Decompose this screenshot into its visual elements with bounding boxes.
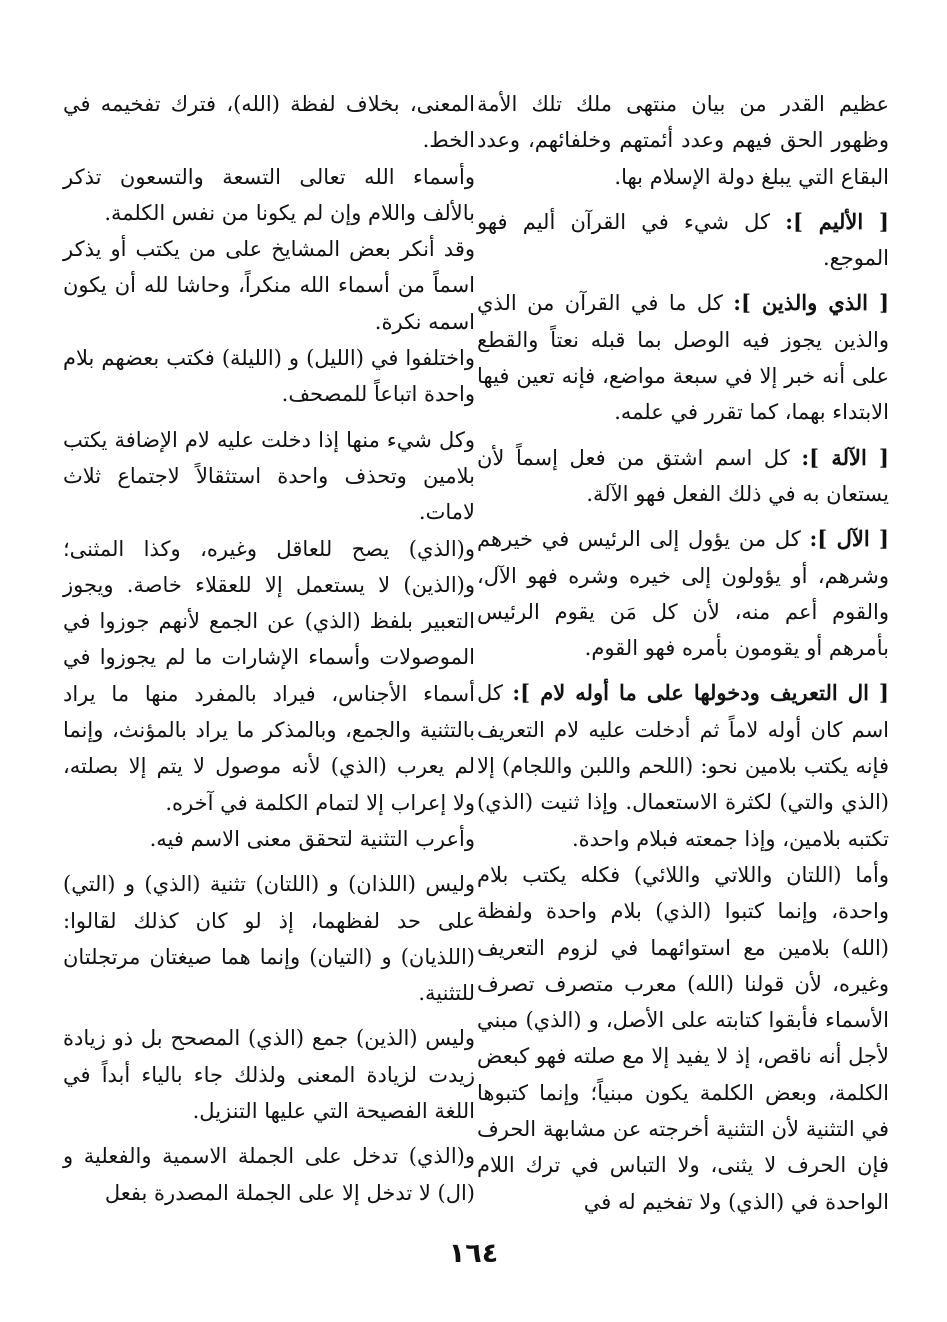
page-number: ١٦٤ [448,1238,499,1269]
paragraph-1 [477,86,889,195]
paragraph: و(الذي) تدخل على الجملة الاسمية والفعلية و (ال) لا تدخل إلا على الجملة المصدرة بفعل [63,1144,475,1205]
paragraph: المعنى، بخلاف لفظة (الله)، فترك تفخيمه في الخط. [63,92,475,153]
entry-term: [ ال التعريف ودخولها على ما أوله لام ]: [512,680,889,706]
entry-al [477,521,889,666]
entry-term: [ الآل ]: [809,526,889,552]
left-column [63,86,475,1220]
paragraph: وليس (الذين) جمع (الذي) المصحح بل ذو زيادة زيدت لزيادة المعنى ولذلك جاء بالياء أبداً في اللغة الفصيحة التي عليها التنزيل. [63,1026,475,1124]
paragraph: و(الذي) يصح للعاقل وغيره، وكذا المثنى؛ و(الذين) لا يستعمل إلا للعقلاء خاصة. ويجوز التعبير بلفظ (الذي) عن الجمع لأنهم جوزوا في الموصولات وأسماء الإشارات ما لم يجوزوا في أسماء الأجناس، فيراد بالمفرد منها ما يراد بالتثنية والجمع، وبالمذكر ما يراد بالمؤنث، وإنما لم يعرب (الذي) لأنه موصول لا يتم إلا بصلته، ولا إعراب إلا لتمام الكلمة في آخره. [63,536,475,815]
right-column [477,86,889,1229]
paragraph: وكل شيء منها إذا دخلت عليه لام الإضافة يكتب بلامين وتحذف واحدة استثقالاً لاجتماع ثلاث لامات. [63,427,475,525]
entry-alim [477,204,889,277]
entry-term: [ الآلة ]: [801,444,889,470]
entry-alladhi [477,285,889,430]
entry-text: وأما (اللتان واللاتي واللائي) فكله يكتب بلام واحدة، وإنما كتبوا (الذي) بلام واحدة ولفظة (الله) بلامين مع استوائهما في لزوم التعريف وغيره، لأن قولنا (الله) معرب متصرف تصرف الأسماء فأبقوا كتابته على الأصل، و (الذي) مبني لأجل أنه ناقص، إذ لا يفيد إلا مع صلته فهو كبعض الكلمة، وبعض الكلمة يكون مبنياً؛ وإنما كتبوها في التثنية لأن التثنية أخرجته عن مشابهة الحرف فإن الحرف لا يثنى، ولا التباس في ترك اللام الواحدة في (الذي) ولا تفخيم له في [477,862,889,1214]
entry-text: كل اسم كان أوله لاماً ثم أدخلت عليه لام التعريف فإنه يكتب بلامين نحو: (اللحم واللبن واللجام) إلا (الذي والتي) لكثرة الاستعمال. وإذا ثنيت (الذي) تكتبه بلامين، وإذا جمعته فبلام واحدة. [477,681,889,851]
paragraph-continuation [477,857,889,1220]
entry-text: كل شيء في القرآن أليم فهو الموجع. [477,209,889,271]
paragraph: واختلفوا في (الليل) و (الليلة) فكتب بعضهم بلام واحدة اتباعاً للمصحف. [63,346,475,407]
entry-al-tarif [477,675,889,856]
paragraph: وأسماء الله تعالى التسعة والتسعون تذكر بالألف واللام وإن لم يكونا من نفس الكلمة. [63,164,475,225]
paragraph: وليس (اللذان) و (اللتان) تثنية (الذي) و (التي) على حد لفظهما، إذ لو كان كذلك لقالوا: (اللذيان) و (التيان) وإنما هما صيغتان مرتجلتان للتثنية. [63,872,475,1006]
entry-term: [ الذي والذين ]: [733,290,890,316]
entry-text: كل من يؤول إلى الرئيس في خيرهم وشرهم، أو يؤولون إلى خيره وشره فهو الآل، والقوم أعم منه، لأن كل مَن يقوم الرئيس بأمرهم أو يقومون بأمره فهو القوم. [477,527,889,661]
paragraph: وأعرب التثنية لتحقق معنى الاسم فيه. [149,826,475,851]
entry-text: كل اسم اشتق من فعل إسماً لأن يستعان به في ذلك الفعل فهو الآلة. [477,445,889,506]
entry-alah [477,440,889,513]
entry-term: [ الأليم ]: [785,208,889,234]
entry-text: كل ما في القرآن من الذي والذين يجوز فيه الوصل بما قبله نعتاً والقطع على أنه خبر إلا في سبعة مواضع، فإنه تعين فيها الابتداء بهما، كما تقرر في علمه. [477,291,889,425]
entry-text: عظيم القدر من بيان منتهى ملك تلك الأمة وظهور الحق فيهم وعدد أئمتهم وخلفائهم، وعدد البقاع التي يبلغ دولة الإسلام بها. [477,92,889,189]
paragraph: وقد أنكر بعض المشايخ على من يكتب أو يذكر اسماً من أسماء الله منكراً، وحاشا لله أن يكون اسمه نكرة. [63,237,475,334]
